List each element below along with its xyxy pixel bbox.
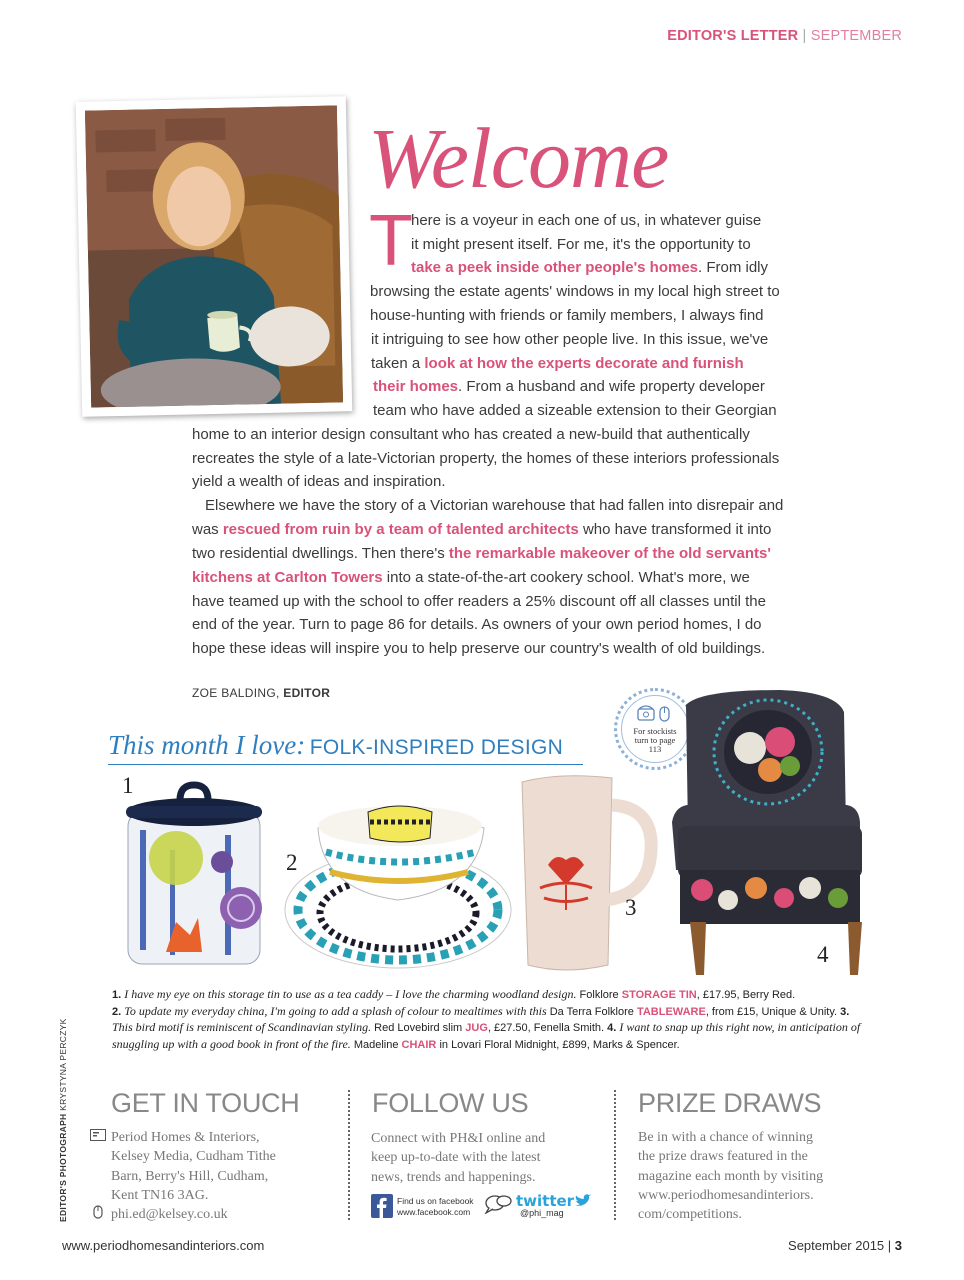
editor-name: ZOE BALDING, [192, 686, 284, 700]
caption-4-product: CHAIR [401, 1038, 437, 1051]
letter-text: browsing the estate agents' windows in my local high street to [370, 283, 780, 300]
caption-1-product: STORAGE TIN [621, 989, 697, 1001]
contact-address [111, 1128, 276, 1205]
drop-cap: T [369, 201, 413, 281]
letter-text: it intriguing to see how other people live. In this issue, we've [371, 331, 769, 348]
caption-4-number: 4. [607, 1022, 617, 1035]
prize-line[interactable]: www.periodhomesandinteriors. [638, 1187, 814, 1203]
love-theme: FOLK-INSPIRED DESIGN [309, 736, 564, 759]
column-divider [614, 1090, 616, 1220]
caption-2-details: , from £15, Unique & Unity. [705, 1005, 841, 1018]
jug-illustration [522, 776, 651, 970]
prize-draws-text [638, 1128, 823, 1224]
facebook-link[interactable] [371, 1194, 474, 1223]
facebook-label: Find us on facebook [397, 1196, 474, 1206]
letter-text: into a state-of-the-art cookery school. What's more, we [382, 569, 750, 586]
letter-text: . From idly [698, 259, 769, 276]
twitter-logo: twitter [516, 1192, 575, 1210]
contact-email[interactable]: phi.ed@kelsey.co.uk [111, 1207, 228, 1222]
caption-1-prefix: Folklore [576, 989, 622, 1001]
letter-text: here is a voyeur in each one of us, in whatever guise [411, 212, 762, 229]
highlighted-phrase: kitchens at Carlton Towers [192, 569, 383, 586]
tableware-illustration [285, 806, 511, 968]
caption-1-quote: I have my eye on this storage tin to use as a tea caddy – I love the charming woodland design. [124, 987, 577, 1001]
letter-text: hope these ideas will inspire you to help preserve our country's wealth of old buildings. [192, 640, 766, 657]
caption-3-details: , £27.50, Fenella Smith. [487, 1022, 608, 1035]
highlighted-phrase: take a peek inside other people's homes [411, 259, 698, 276]
address-line: Kent TN16 3AG. [111, 1187, 209, 1203]
highlighted-phrase: rescued from ruin by a team of talented architects [222, 521, 579, 538]
mouse-icon [90, 1204, 106, 1220]
storage-tin-illustration [126, 785, 262, 964]
stamp-line-2: turn to page [634, 735, 676, 745]
caption-3-number: 3. [840, 1005, 850, 1018]
letter-text: recreates the style of a late-Victorian property, the homes of these interiors professionals [192, 450, 780, 467]
mail-icon [90, 1129, 106, 1141]
twitter-link[interactable] [484, 1192, 575, 1219]
letter-text: it might present itself. For me, it's the opportunity to [411, 236, 751, 253]
footer-separator: | [884, 1238, 895, 1253]
footer-date-page [788, 1238, 902, 1253]
highlighted-phrase: the remarkable makeover of the old servants' [448, 545, 771, 562]
photo-credit-label: EDITOR'S PHOTOGRAPH [58, 1113, 68, 1222]
stamp-line-3: 113 [648, 744, 662, 754]
editor-role: EDITOR [283, 686, 331, 700]
letter-text: who have transformed it into [578, 521, 772, 538]
letter-text: taken a [371, 355, 425, 372]
photo-credit-name: KRYSTYNA PERCZYK [58, 1018, 68, 1114]
product-number-1: 1 [122, 773, 134, 798]
prize-draws-heading: PRIZE DRAWS [638, 1088, 822, 1118]
address-line: Period Homes & Interiors, [111, 1130, 260, 1145]
welcome-title: Welcome [368, 110, 669, 206]
product-number-2: 2 [286, 850, 298, 875]
follow-us-heading: FOLLOW US [372, 1088, 529, 1118]
prize-line: Be in with a chance of winning [638, 1130, 813, 1145]
facebook-url[interactable]: www.facebook.com [397, 1207, 471, 1217]
letter-text: have teamed up with the school to offer readers a 25% discount off all classes until the [192, 593, 766, 610]
photo-credit [58, 1018, 68, 1222]
facebook-text [397, 1196, 474, 1218]
letter-text: home to an interior design consultant who has created a new-build that authentically [192, 426, 750, 443]
stamp-line-1: For stockists [633, 726, 677, 736]
product-number-3: 3 [625, 895, 637, 920]
column-divider [348, 1090, 350, 1220]
letter-text: was [192, 521, 223, 538]
address-line: Kelsey Media, Cudham Tithe [111, 1149, 276, 1165]
highlighted-phrase: their homes [373, 378, 459, 395]
prize-line: the prize draws featured in the [638, 1149, 808, 1165]
chair-illustration [672, 690, 862, 975]
address-line: Barn, Berry's Hill, Cudham, [111, 1168, 269, 1184]
letter-text: Elsewhere we have the story of a Victorian warehouse that had fallen into disrepair and [205, 497, 784, 514]
caption-4-details: in Lovari Floral Midnight, £899, Marks & Spencer. [436, 1038, 680, 1051]
caption-1-details: , £17.95, Berry Red. [696, 989, 796, 1001]
product-captions [112, 987, 872, 1053]
letter-text: house-hunting with friends or family members, I always find [370, 307, 764, 324]
follow-us-text [371, 1129, 545, 1187]
caption-3-product: JUG [465, 1022, 488, 1035]
caption-4-quote: I want to snap up this right now, in anticipation of snuggling up with a good book in front of the fire. [112, 1020, 861, 1051]
caption-3-prefix: Red Lovebird slim [371, 1022, 466, 1035]
love-script-label: This month I love: [108, 730, 306, 760]
caption-3-quote: This bird motif is reminiscent of Scandinavian styling. [112, 1020, 372, 1035]
caption-2-quote: To update my everyday china, I'm going to add a splash of colour to mealtimes with this [124, 1003, 547, 1018]
page-number: 3 [894, 1238, 902, 1253]
footer-date: September 2015 [788, 1238, 885, 1253]
letter-text: team who have added a sizeable extension to their Georgian [373, 402, 777, 419]
letter-text: two residential dwellings. Then there's [192, 545, 449, 562]
caption-2-product: TABLEWARE [636, 1005, 706, 1018]
speech-bubbles-icon [484, 1194, 514, 1214]
follow-line: keep up-to-date with the latest [371, 1150, 541, 1166]
footer-website[interactable]: www.periodhomesandinteriors.com [62, 1238, 265, 1253]
letter-text: end of the year. Turn to page 86 for details. As owners of your own period homes, I do [192, 616, 762, 633]
letter-text: . From a husband and wife property developer [458, 378, 765, 395]
prize-line: magazine each month by visiting [638, 1168, 824, 1184]
get-in-touch-heading: GET IN TOUCH [111, 1088, 300, 1118]
follow-line: Connect with PH&I online and [371, 1131, 546, 1146]
caption-2-number: 2. [112, 1005, 122, 1018]
highlighted-phrase: look at how the experts decorate and furnish [424, 355, 744, 372]
caption-4-prefix: Madeline [350, 1038, 402, 1051]
caption-1-number: 1. [112, 989, 122, 1001]
prize-line[interactable]: com/competitions. [638, 1207, 742, 1223]
letter-text: yield a wealth of ideas and inspiration. [192, 473, 446, 490]
follow-line: news, trends and happenings. [371, 1169, 536, 1185]
section-title: EDITOR'S LETTER [667, 28, 799, 44]
twitter-handle: @phi_mag [520, 1208, 564, 1218]
product-number-4: 4 [817, 942, 829, 967]
twitter-bird-icon [574, 1194, 592, 1208]
caption-2-prefix: Da Terra Folklore [546, 1005, 637, 1018]
facebook-icon [371, 1194, 393, 1218]
header-month: SEPTEMBER [810, 28, 902, 44]
header-separator: | [802, 28, 807, 44]
